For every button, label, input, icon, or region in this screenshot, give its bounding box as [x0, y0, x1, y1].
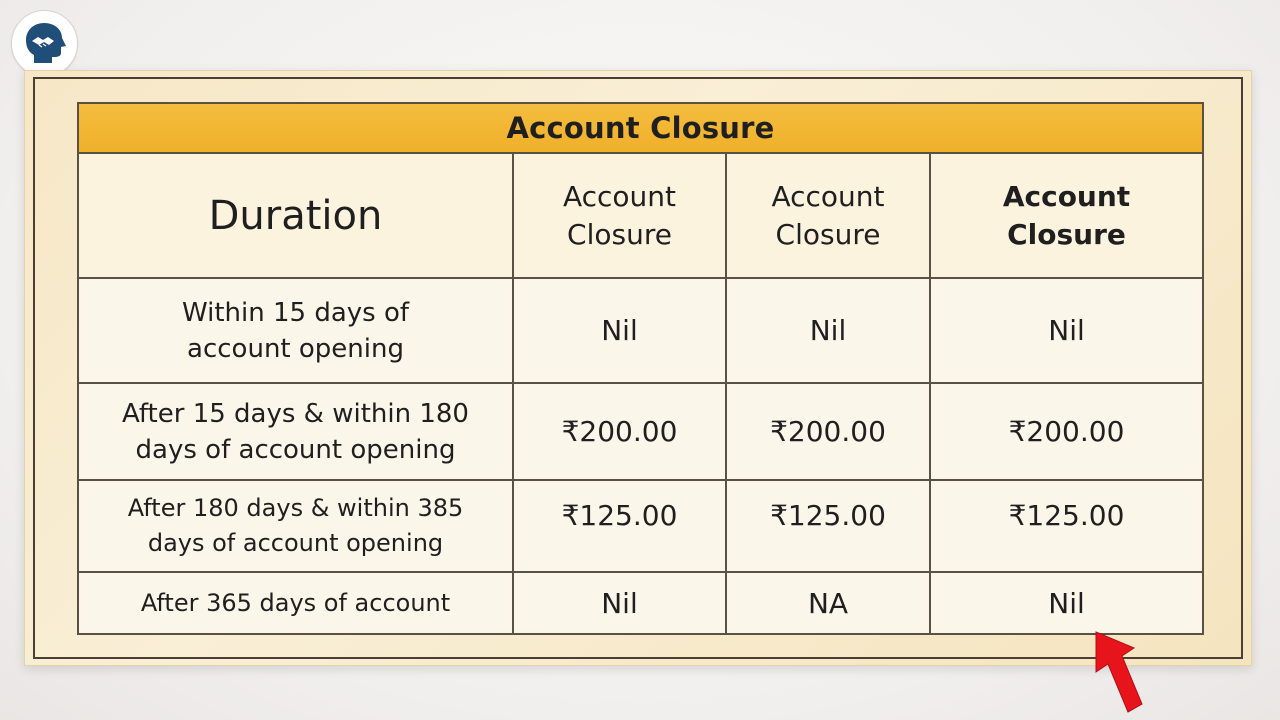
logo [11, 10, 78, 77]
table-row [78, 383, 1203, 480]
table-row [78, 278, 1203, 383]
header-row [78, 153, 1203, 278]
value-cell: ₹125.00 [726, 480, 930, 572]
value-cell: ₹125.00 [513, 480, 726, 572]
value-cell: NA [726, 572, 930, 634]
value-cell: ₹125.00 [930, 480, 1203, 572]
duration-cell: Within 15 days of account opening [78, 278, 513, 383]
account-closure-table [77, 102, 1204, 635]
value-cell: Nil [930, 572, 1203, 634]
red-arrow-icon [1084, 630, 1144, 716]
head-handshake-icon [20, 19, 70, 69]
duration-cell: After 15 days & within 180 days of account opening [78, 383, 513, 480]
duration-cell: After 365 days of account [78, 572, 513, 634]
table-title: Account Closure [78, 103, 1203, 153]
value-cell: ₹200.00 [930, 383, 1203, 480]
header-account-closure-2: Account Closure [726, 153, 930, 278]
header-account-closure-1: Account Closure [513, 153, 726, 278]
value-cell: Nil [513, 278, 726, 383]
header-account-closure-3: Account Closure [930, 153, 1203, 278]
duration-cell: After 180 days & within 385 days of account opening [78, 480, 513, 572]
value-cell: Nil [726, 278, 930, 383]
value-cell: Nil [513, 572, 726, 634]
value-cell: ₹200.00 [513, 383, 726, 480]
value-cell: Nil [930, 278, 1203, 383]
value-cell: ₹200.00 [726, 383, 930, 480]
header-duration: Duration [78, 153, 513, 278]
table-row [78, 480, 1203, 572]
table-row [78, 572, 1203, 634]
